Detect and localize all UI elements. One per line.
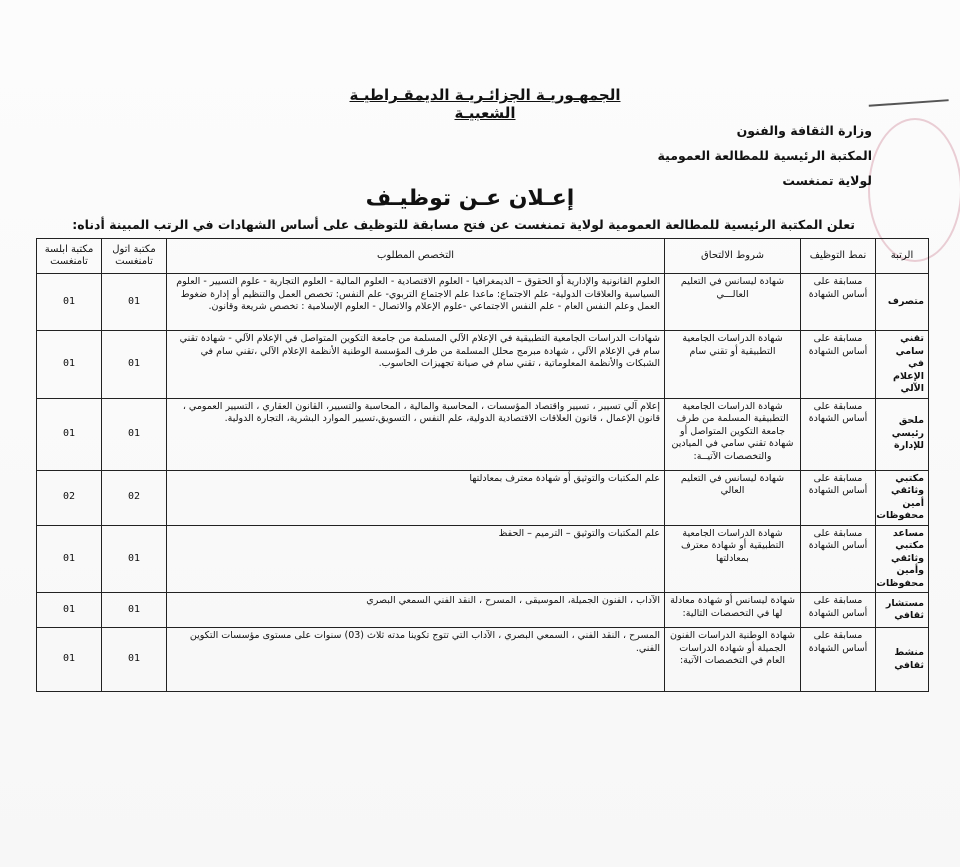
- header-mode: نمط التوظيف: [801, 239, 876, 274]
- cell-conditions: شهادة ليسانس في التعليم العالـــي: [665, 274, 801, 331]
- table-row: [37, 525, 929, 593]
- cell-rank: مستشار ثقافي: [876, 593, 929, 628]
- cell-specialty: علم المكتبات والتوثيق أو شهادة معترف بمعادلتها: [167, 470, 665, 525]
- cell-lib-abalessa: 01: [37, 593, 102, 628]
- republic-title: الجمهـوريـة الجزائـريـة الديمقـراطيـة الشعبيـة: [349, 86, 621, 122]
- header-specialty: التخصص المطلوب: [167, 239, 665, 274]
- table-row: [37, 274, 929, 331]
- cell-lib-abalessa: 01: [37, 628, 102, 692]
- table-header-row: [37, 239, 929, 274]
- cell-lib-tamanrasset: 01: [102, 628, 167, 692]
- cell-specialty: العلوم القانونية والإدارية أو الحقوق – الديمغرافيا - العلوم الاقتصادية - العلوم المالية - العلوم التجارية - علوم التسيير - العلوم السياسية والعلاقات الدولية- علم الاجتماع: ماعدا علم الاجتماع التربوي- علم النفس: تخصص العمل والتنظيم أو إدارة ضغوط العمل وعلم النفس العام - علم النفس الاجتماعي -علوم الإعلام والاتصال - العلوم الإسلامية : تخصص شريعة وقانون.: [167, 274, 665, 331]
- announcement-intro: تعلن المكتبة الرئيسية للمطالعة العمومية لولاية تمنغست عن فتح مسابقة للتوظيف على أساس الشهادات في الرتب المبينة أدناه:: [72, 217, 855, 232]
- wilaya-name: لولاية تمنغست: [782, 173, 872, 188]
- cell-conditions: شهادة الدراسات الجامعية التطبيقية المسلمة من طرف جامعة التكوين المتواصل أو شهادة تقني سامي في الميادين والتخصصات الآتيــة:: [665, 398, 801, 470]
- cell-mode: مسابقة على أساس الشهادة: [801, 628, 876, 692]
- cell-lib-tamanrasset: 01: [102, 525, 167, 593]
- table-row: [37, 593, 929, 628]
- header-lib-abalessa: مكتبة ابلسة تامنغست: [37, 239, 102, 274]
- header-rank: الرتبة: [876, 239, 929, 274]
- cell-conditions: شهادة الدراسات الجامعية التطبيقية أو تقني سام: [665, 331, 801, 399]
- cell-lib-tamanrasset: 01: [102, 593, 167, 628]
- cell-lib-tamanrasset: 01: [102, 331, 167, 399]
- cell-rank: متصرف: [876, 274, 929, 331]
- cell-mode: مسابقة على أساس الشهادة: [801, 331, 876, 399]
- cell-conditions: شهادة ليسانس في التعليم العالي: [665, 470, 801, 525]
- cell-conditions: شهادة الدراسات الجامعية التطبيقية أو شهادة معترف بمعادلتها: [665, 525, 801, 593]
- header-lib-tamanrasset: مكتبة اتول تامنغست: [102, 239, 167, 274]
- positions-table: [36, 238, 929, 692]
- cell-rank: تقني سامي في الإعلام الآلي: [876, 331, 929, 399]
- cell-mode: مسابقة على أساس الشهادة: [801, 525, 876, 593]
- cell-lib-tamanrasset: 01: [102, 274, 167, 331]
- cell-lib-abalessa: 02: [37, 470, 102, 525]
- table-row: [37, 628, 929, 692]
- table-row: [37, 398, 929, 470]
- cell-mode: مسابقة على أساس الشهادة: [801, 398, 876, 470]
- cell-specialty: علم المكتبات والتوثيق – الترميم – الحفظ: [167, 525, 665, 593]
- cell-lib-abalessa: 01: [37, 331, 102, 399]
- cell-mode: مسابقة على أساس الشهادة: [801, 593, 876, 628]
- library-name: المكتبة الرئيسية للمطالعة العمومية: [657, 148, 872, 163]
- cell-lib-abalessa: 01: [37, 274, 102, 331]
- cell-rank: مكتبي وثائقي أمين محفوظات: [876, 470, 929, 525]
- table-row: [37, 331, 929, 399]
- cell-mode: مسابقة على أساس الشهادة: [801, 274, 876, 331]
- cell-rank: مساعد مكتبي وثائقي وأمين محفوظات: [876, 525, 929, 593]
- table-row: [37, 470, 929, 525]
- issuer-block: [642, 118, 872, 193]
- cell-specialty: شهادات الدراسات الجامعية التطبيقية في الإعلام الآلي المسلمة من جامعة التكوين المتواصل في الإعلام الآلي - شهادة تقني سام في الإعلام الآلي ، شهادة مبرمج محلل المسلمة من طرف المؤسسة الوطنية الأنظمة الإعلام الآلي ،تقني سام في الشبكات والأنظمة المعلوماتية ، تقني سام في صيانة تجهيزات الحاسوب.: [167, 331, 665, 399]
- cell-conditions: شهادة ليسانس أو شهادة معادلة لها في التخصصات التالية:: [665, 593, 801, 628]
- cell-conditions: شهادة الوطنية الدراسات الفنون الجميلة أو شهادة الدراسات العام في التخصصات الآتية:: [665, 628, 801, 692]
- signature-mark: [867, 79, 948, 107]
- cell-specialty: الآداب ، الفنون الجميلة، الموسيقى ، المسرح ، النقد الفني السمعي البصري: [167, 593, 665, 628]
- cell-lib-tamanrasset: 01: [102, 398, 167, 470]
- header-conditions: شروط الالتحاق: [665, 239, 801, 274]
- cell-specialty: المسرح ، النقد الفني ، السمعي البصري ، الآداب التي تتوج تكوينا مدته ثلاث (03) سنوات على مستوى مؤسسات التكوين الفني.: [167, 628, 665, 692]
- cell-mode: مسابقة على أساس الشهادة: [801, 470, 876, 525]
- cell-lib-abalessa: 01: [37, 398, 102, 470]
- cell-lib-tamanrasset: 02: [102, 470, 167, 525]
- cell-rank: منشط ثقافي: [876, 628, 929, 692]
- ministry-name: وزارة الثقافة والفنون: [736, 123, 872, 138]
- cell-rank: ملحق رئيسي للإدارة: [876, 398, 929, 470]
- cell-specialty: إعلام آلي تسيير ، تسيير واقتصاد المؤسسات ، المحاسبة والمالية ، المحاسبة والتسيير، القانون العقاري ، التسيير العمومي ، قانون الإعمال ، قانون العلاقات الاقتصادية الدولية، علم النفس ، التسويق،تسيير الموارد البشرية، التجارة الدولية.: [167, 398, 665, 470]
- cell-lib-abalessa: 01: [37, 525, 102, 593]
- announcement-title: إعـلان عـن توظيـف: [365, 186, 575, 211]
